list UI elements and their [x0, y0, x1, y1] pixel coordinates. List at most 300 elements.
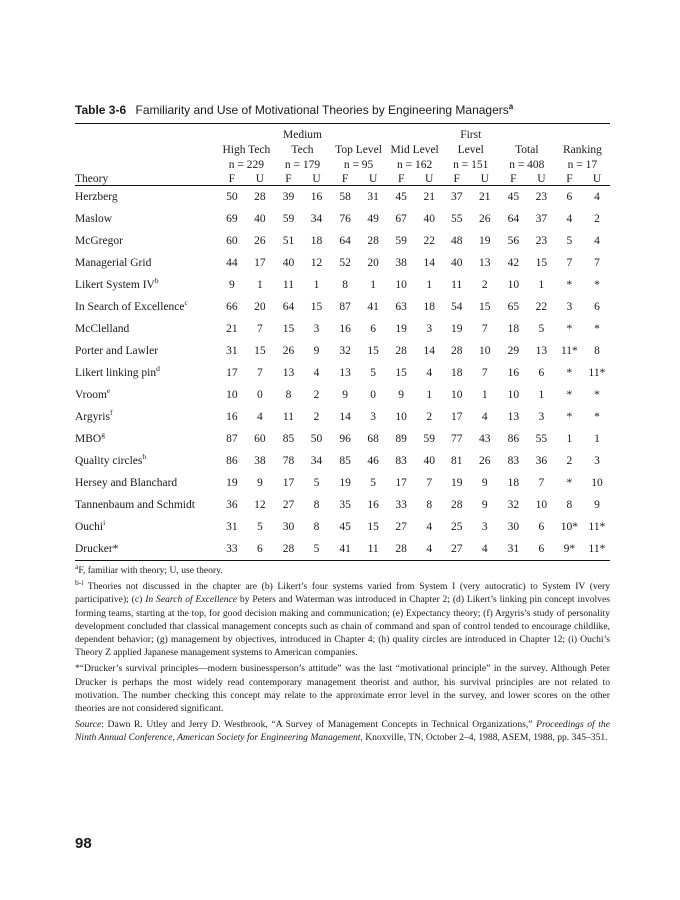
- value-cell: 2: [594, 213, 600, 225]
- value-cell: 11*: [560, 345, 578, 357]
- value-cell: 86: [507, 433, 520, 445]
- familiar-column-header: F: [218, 173, 245, 186]
- use-column-header: U: [416, 173, 443, 186]
- value-cell: 1: [426, 389, 433, 401]
- value-cell: 36: [226, 499, 238, 511]
- value-cell: 4: [416, 538, 443, 561]
- table-row: [75, 450, 610, 472]
- value-cell: *: [566, 279, 573, 291]
- table-row: [75, 384, 610, 406]
- value-cell: 4: [594, 235, 600, 247]
- footnote-mark: e: [106, 386, 111, 396]
- value-cell: 11*: [584, 538, 610, 561]
- value-cell: 10: [226, 389, 238, 401]
- value-cell: 5: [538, 323, 545, 335]
- group-4-line3: n = 151: [453, 159, 489, 171]
- value-cell: 3: [370, 411, 376, 423]
- value-cell: 15: [367, 345, 379, 357]
- value-cell: 9: [481, 499, 488, 511]
- value-cell: 45: [395, 191, 407, 203]
- value-cell: 59: [423, 433, 435, 445]
- value-cell: 26: [479, 213, 491, 225]
- group-3-line3: n = 162: [397, 159, 433, 171]
- value-cell: *: [594, 279, 600, 291]
- value-cell: 15: [367, 521, 379, 533]
- value-cell: 9: [228, 279, 235, 291]
- value-cell: 17: [395, 477, 407, 489]
- value-cell: 6: [538, 521, 545, 533]
- value-cell: 2: [566, 455, 573, 467]
- value-cell: 69: [226, 213, 238, 225]
- value-cell: 78: [282, 455, 295, 467]
- group-1-line2: Tech: [291, 144, 314, 156]
- value-cell: 14: [339, 411, 351, 423]
- value-cell: 5: [257, 521, 263, 533]
- value-cell: 19: [450, 323, 463, 335]
- value-cell: 49: [367, 213, 379, 225]
- value-cell: 59: [282, 213, 295, 225]
- value-cell: 19: [450, 477, 463, 489]
- value-cell: 27: [443, 538, 471, 561]
- value-cell: 19: [226, 477, 238, 489]
- value-cell: 19: [339, 477, 351, 489]
- value-cell: 65: [507, 301, 520, 313]
- value-cell: 45: [507, 191, 520, 203]
- footnote-a: $^a$F, familiar with theory; U, use theory.: [75, 561, 223, 576]
- value-cell: 76: [339, 213, 351, 225]
- value-cell: 46: [367, 455, 379, 467]
- familiar-column-header: F: [499, 173, 528, 186]
- group-2-line1: [331, 124, 387, 143]
- value-cell: 2: [313, 389, 320, 401]
- value-cell: 40: [254, 213, 266, 225]
- theory-name-cell: McClelland: [75, 323, 130, 335]
- source-note: Source: Dawn R. Utley and Jerry D. Westbrook, “A Survey of Management Concepts in Technical Organizations,” Proceedings of the Ninth Annual Conference, American Society for Engineering Management, Knoxville, TN, October 2–4, 1988, ASEM, 1988, pp. 345–351.: [75, 719, 610, 744]
- value-cell: 40: [282, 257, 295, 269]
- value-cell: 1: [370, 279, 376, 291]
- value-cell: 1: [538, 279, 545, 291]
- familiar-column-header: F: [274, 173, 302, 186]
- value-cell: 44: [226, 257, 238, 269]
- value-cell: 7: [538, 477, 545, 489]
- value-cell: 6: [245, 538, 274, 561]
- value-cell: 31: [499, 538, 528, 561]
- theory-name-cell: MBO$^g$: [75, 430, 105, 445]
- value-cell: 32: [507, 499, 520, 511]
- value-cell: 45: [339, 521, 351, 533]
- theory-name-cell: Vroom$^e$: [75, 386, 111, 401]
- footnote-mark: h: [142, 452, 147, 462]
- group-1-line1: Medium: [282, 129, 322, 141]
- value-cell: 12: [310, 257, 323, 269]
- value-cell: 13: [535, 345, 548, 357]
- value-cell: 25: [450, 521, 463, 533]
- motivational-theories-table: [75, 124, 610, 561]
- theory-name-cell: Maslow: [75, 213, 113, 225]
- theory-name-cell: Porter and Lawler: [75, 345, 159, 357]
- group-2-line2: Top Level: [335, 144, 382, 156]
- footnote-mark: d: [156, 364, 160, 374]
- value-cell: 11*: [588, 367, 606, 379]
- value-cell: 15: [535, 257, 548, 269]
- table-row: [75, 186, 610, 209]
- value-cell: 10: [479, 345, 491, 357]
- value-cell: 31: [367, 191, 379, 203]
- use-column-header: U: [584, 173, 610, 186]
- value-cell: 1: [313, 279, 320, 291]
- value-cell: 8: [426, 499, 433, 511]
- value-cell: 11*: [588, 521, 606, 533]
- table-row: [75, 252, 610, 274]
- value-cell: 55: [450, 213, 463, 225]
- value-cell: 50: [226, 191, 238, 203]
- value-cell: 18: [507, 323, 520, 335]
- value-cell: 63: [395, 301, 407, 313]
- value-cell: 16: [226, 411, 238, 423]
- table-row: [75, 362, 610, 384]
- value-cell: 40: [450, 257, 463, 269]
- value-cell: 13: [282, 367, 295, 379]
- value-cell: 7: [594, 257, 600, 269]
- value-cell: 10: [507, 389, 520, 401]
- value-cell: 4: [471, 538, 499, 561]
- theory-name-cell: In Search of Excellence$^c$: [75, 298, 188, 313]
- value-cell: 21: [423, 191, 435, 203]
- value-cell: 68: [367, 433, 379, 445]
- value-cell: 51: [282, 235, 295, 247]
- value-cell: 9: [313, 345, 320, 357]
- value-cell: 15: [282, 323, 295, 335]
- value-cell: 16: [339, 323, 351, 335]
- value-cell: 21: [226, 323, 238, 335]
- value-cell: 6: [528, 538, 555, 561]
- footnote-drucker: *“Drucker’s survival principles—modern businessperson’s attitude” was the last “motivational principle” in the survey. Although Peter Drucker is perhaps the most widely read contemporary management theorist and author, his survival principles are not related to motivation. The number checking this concept may relate to the approximate error level in the survey, and lower scores on the other theories are not considered significant.: [75, 663, 610, 715]
- value-cell: 9: [481, 477, 488, 489]
- value-cell: 30: [282, 521, 295, 533]
- value-cell: *: [566, 323, 573, 335]
- value-cell: 37: [450, 191, 463, 203]
- value-cell: 9: [398, 389, 405, 401]
- value-cell: 27: [395, 521, 407, 533]
- footnote-b-i: $^{b-i}$ Theories not discussed in the chapter are (b) Likert’s four systems varied from System I (very autocratic) to System IV (very participative); (c) In Search of Excellence by Peters and Waterman was introduced in Chapter 2; (d) Likert’s linking pin concept involves forming teams, starting at the top, for good decision making and communication; (e) Expectancy theory; (f) Argyris’s study of personality development concluded that classical management concepts such as chain of command and span of control tended to encourage childlike, dependent behavior; (g) management by objectives, introduced in Chapter 4; (h) quality circles are introduced in Chapter 12; (i) Ouchi’s Theory Z applied Japanese management systems to American companies.: [75, 578, 610, 659]
- value-cell: 23: [535, 235, 548, 247]
- group-3-line1: [387, 124, 443, 143]
- theory-name-cell: Ouchi$^i$: [75, 518, 106, 533]
- value-cell: 26: [282, 345, 295, 357]
- familiar-column-header: F: [387, 173, 416, 186]
- value-cell: *: [566, 477, 573, 489]
- value-cell: 5: [370, 367, 376, 379]
- use-column-header: U: [360, 173, 387, 186]
- value-cell: 19: [479, 235, 491, 247]
- value-cell: 48: [450, 235, 463, 247]
- value-cell: 14: [423, 345, 435, 357]
- value-cell: 10: [591, 477, 603, 489]
- value-cell: 5: [370, 477, 376, 489]
- use-column-header: U: [302, 173, 330, 186]
- theory-name-cell: Quality circles$^h$: [75, 452, 147, 467]
- value-cell: 77: [450, 433, 463, 445]
- value-cell: 9: [594, 499, 600, 511]
- group-4-line2: Level: [457, 144, 484, 156]
- value-cell: 0: [370, 389, 376, 401]
- value-cell: 3: [481, 521, 488, 533]
- value-cell: 9: [342, 389, 348, 401]
- value-cell: 7: [426, 477, 433, 489]
- footnote-mark: g: [101, 430, 105, 440]
- value-cell: 59: [395, 235, 407, 247]
- value-cell: 4: [426, 521, 433, 533]
- value-cell: 16: [507, 367, 520, 379]
- value-cell: 17: [226, 367, 238, 379]
- value-cell: 13: [507, 411, 520, 423]
- value-cell: 52: [339, 257, 351, 269]
- value-cell: 43: [479, 433, 491, 445]
- value-cell: 5: [302, 538, 330, 561]
- value-cell: 12: [254, 499, 266, 511]
- value-cell: 28: [450, 499, 463, 511]
- value-cell: 26: [479, 455, 491, 467]
- group-0-line3: n = 229: [228, 159, 264, 171]
- value-cell: 50: [310, 433, 323, 445]
- value-cell: 67: [395, 213, 407, 225]
- page-number: 98: [75, 835, 92, 852]
- theory-name-cell: Argyris$^f$: [75, 408, 113, 423]
- table-footnotes: [75, 561, 610, 745]
- value-cell: 7: [257, 367, 263, 379]
- value-cell: 14: [423, 257, 435, 269]
- value-cell: 29: [507, 345, 520, 357]
- table-title: Familiarity and Use of Motivational Theories by Engineering Managers: [135, 103, 509, 117]
- table-caption: [75, 103, 610, 117]
- value-cell: 5: [313, 477, 320, 489]
- value-cell: *: [594, 323, 600, 335]
- value-cell: 15: [254, 345, 266, 357]
- value-cell: 6: [538, 367, 545, 379]
- value-cell: 4: [257, 411, 263, 423]
- value-cell: 4: [426, 367, 433, 379]
- group-5-line1: [499, 124, 555, 143]
- table-row: [75, 340, 610, 362]
- value-cell: 1: [426, 279, 433, 291]
- value-cell: 58: [339, 191, 351, 203]
- value-cell: 3: [313, 323, 320, 335]
- value-cell: *: [566, 389, 573, 401]
- value-cell: 42: [507, 257, 520, 269]
- value-cell: 64: [339, 235, 351, 247]
- value-cell: 89: [395, 433, 407, 445]
- value-cell: 19: [395, 323, 407, 335]
- column-header-row: [75, 173, 610, 186]
- value-cell: *: [566, 367, 573, 379]
- value-cell: 31: [226, 521, 238, 533]
- value-cell: 33: [218, 538, 245, 561]
- value-cell: 3: [594, 455, 600, 467]
- theory-name-cell: Herzberg: [75, 191, 118, 203]
- value-cell: 83: [395, 455, 407, 467]
- group-6-line3: n = 17: [567, 159, 598, 171]
- value-cell: 20: [254, 301, 266, 313]
- value-cell: 21: [479, 191, 491, 203]
- theory-column-header: Theory: [75, 173, 218, 186]
- table-row: [75, 538, 610, 561]
- value-cell: 1: [566, 433, 573, 445]
- value-cell: 3: [426, 323, 433, 335]
- group-6-line1: [555, 124, 610, 143]
- value-cell: 28: [254, 191, 266, 203]
- value-cell: 41: [331, 538, 360, 561]
- value-cell: 0: [257, 389, 263, 401]
- group-5-line2: Total: [515, 144, 539, 156]
- footnote-mark: c: [184, 298, 188, 308]
- value-cell: 64: [507, 213, 520, 225]
- use-column-header: U: [528, 173, 555, 186]
- group-0-line1: [218, 124, 274, 143]
- value-cell: 85: [282, 433, 295, 445]
- theory-name-cell: McGregor: [75, 235, 123, 247]
- value-cell: 26: [254, 235, 266, 247]
- value-cell: 11: [282, 279, 294, 291]
- value-cell: 17: [254, 257, 266, 269]
- theory-name-cell: Tannenbaum and Schmidt: [75, 499, 195, 511]
- group-header-line2: [75, 143, 610, 158]
- value-cell: 16: [310, 191, 323, 203]
- value-cell: 1: [481, 389, 488, 401]
- value-cell: 18: [507, 477, 520, 489]
- value-cell: 41: [367, 301, 379, 313]
- table-row: [75, 296, 610, 318]
- value-cell: 27: [282, 499, 295, 511]
- footnote-mark: b: [154, 276, 159, 286]
- group-5-line3: n = 408: [509, 159, 545, 171]
- theory-name-cell: Likert System $IV^b$: [75, 276, 159, 291]
- value-cell: *: [594, 389, 600, 401]
- value-cell: 56: [507, 235, 520, 247]
- table-row: [75, 208, 610, 230]
- value-cell: 35: [339, 499, 351, 511]
- value-cell: 39: [282, 191, 295, 203]
- value-cell: 18: [423, 301, 435, 313]
- value-cell: 15: [395, 367, 407, 379]
- value-cell: 4: [313, 367, 320, 379]
- value-cell: 1: [538, 389, 545, 401]
- value-cell: 18: [450, 367, 463, 379]
- value-cell: 30: [507, 521, 520, 533]
- value-cell: 22: [535, 301, 548, 313]
- value-cell: 6: [566, 191, 573, 203]
- value-cell: 18: [310, 235, 323, 247]
- value-cell: 64: [282, 301, 295, 313]
- value-cell: 10: [450, 389, 463, 401]
- value-cell: 34: [310, 455, 323, 467]
- value-cell: 9*: [555, 538, 584, 561]
- caption-footnote-mark: a: [508, 102, 514, 111]
- value-cell: 87: [226, 433, 238, 445]
- value-cell: 23: [535, 191, 548, 203]
- group-header-line1: [75, 124, 610, 143]
- value-cell: 85: [339, 455, 351, 467]
- value-cell: 5: [566, 235, 573, 247]
- value-cell: 6: [370, 323, 376, 335]
- value-cell: 32: [339, 345, 351, 357]
- document-page: [75, 103, 610, 748]
- value-cell: 28: [274, 538, 302, 561]
- value-cell: 13: [479, 257, 491, 269]
- value-cell: 33: [395, 499, 407, 511]
- value-cell: 38: [254, 455, 266, 467]
- value-cell: 11: [282, 411, 294, 423]
- value-cell: 60: [226, 235, 238, 247]
- value-cell: 28: [395, 345, 407, 357]
- value-cell: 9: [257, 477, 263, 489]
- value-cell: 16: [367, 499, 379, 511]
- value-cell: 55: [535, 433, 548, 445]
- use-column-header: U: [471, 173, 499, 186]
- value-cell: 10: [535, 499, 548, 511]
- value-cell: 37: [535, 213, 548, 225]
- value-cell: 11: [360, 538, 387, 561]
- value-cell: 1: [257, 279, 263, 291]
- footnote-mark: f: [109, 408, 113, 418]
- table-row: [75, 472, 610, 494]
- table-row: [75, 274, 610, 296]
- value-cell: 87: [339, 301, 351, 313]
- familiar-column-header: F: [443, 173, 471, 186]
- table-row: [75, 318, 610, 340]
- table-row: [75, 230, 610, 252]
- value-cell: 17: [282, 477, 295, 489]
- group-header-line3: [75, 158, 610, 173]
- value-cell: 3: [538, 411, 545, 423]
- value-cell: 8: [594, 345, 600, 357]
- value-cell: *: [594, 411, 600, 423]
- group-2-line3: n = 95: [343, 159, 374, 171]
- value-cell: 7: [481, 323, 488, 335]
- value-cell: 7: [566, 257, 573, 269]
- footnote-mark: i: [103, 518, 106, 528]
- value-cell: 10*: [560, 521, 579, 533]
- familiar-column-header: F: [331, 173, 360, 186]
- value-cell: 31: [226, 345, 238, 357]
- value-cell: 8: [313, 521, 320, 533]
- value-cell: 60: [254, 433, 266, 445]
- use-column-header: U: [245, 173, 274, 186]
- value-cell: 17: [450, 411, 463, 423]
- value-cell: *: [566, 411, 573, 423]
- value-cell: 10: [395, 411, 407, 423]
- value-cell: 40: [423, 213, 435, 225]
- value-cell: 2: [481, 279, 488, 291]
- value-cell: 36: [535, 455, 548, 467]
- value-cell: 66: [226, 301, 238, 313]
- value-cell: 28: [450, 345, 463, 357]
- value-cell: 34: [310, 213, 323, 225]
- table-row: [75, 516, 610, 538]
- table-row: [75, 428, 610, 450]
- value-cell: 15: [310, 301, 323, 313]
- value-cell: 6: [594, 301, 600, 313]
- value-cell: 28: [387, 538, 416, 561]
- value-cell: 28: [367, 235, 379, 247]
- value-cell: 15: [479, 301, 491, 313]
- group-4-line1: First: [460, 129, 482, 141]
- value-cell: 2: [313, 411, 320, 423]
- value-cell: 4: [594, 191, 600, 203]
- value-cell: 22: [423, 235, 435, 247]
- value-cell: 83: [507, 455, 520, 467]
- table-row: [75, 406, 610, 428]
- group-1-line3: n = 179: [284, 159, 321, 171]
